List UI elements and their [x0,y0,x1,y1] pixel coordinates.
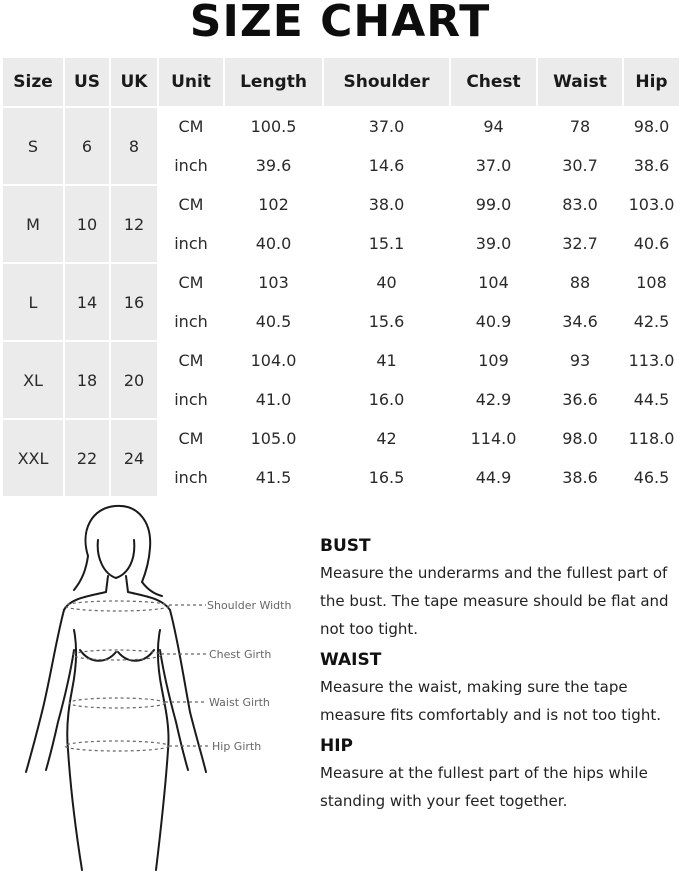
us-size-cell: 14 [64,263,110,341]
shoulder-cell: 40 [323,263,450,302]
bust-instructions: Measure the underarms and the fullest part of the bust. The tape measure should be flat and not too tight. [320,564,669,638]
unit-cell: CM [158,185,224,224]
waist-heading: WAIST [320,650,382,670]
chest-cell: 94 [450,107,537,146]
header-us: US [64,57,110,107]
header-size: Size [2,57,64,107]
waist-cell: 83.0 [537,185,623,224]
waist-cell: 32.7 [537,224,623,263]
shoulder-cell: 42 [323,419,450,458]
chest-cell: 39.0 [450,224,537,263]
length-cell: 40.5 [224,302,323,341]
chest-cell: 104 [450,263,537,302]
unit-cell: CM [158,341,224,380]
waist-cell: 38.6 [537,458,623,497]
shoulder-width-label: Shoulder Width [207,599,292,612]
size-chart-table [1,56,680,498]
hip-instructions: Measure at the fullest part of the hips while standing with your feet together. [320,764,648,810]
body-silhouette-illustration [20,500,320,873]
unit-cell: inch [158,380,224,419]
uk-size-cell: 16 [110,263,158,341]
table-header-row [2,57,680,107]
header-shoulder: Shoulder [323,57,450,107]
length-cell: 100.5 [224,107,323,146]
hip-cell: 98.0 [623,107,680,146]
shoulder-cell: 14.6 [323,146,450,185]
shoulder-cell: 15.6 [323,302,450,341]
unit-cell: inch [158,224,224,263]
unit-cell: CM [158,107,224,146]
us-size-cell: 6 [64,107,110,185]
waist-cell: 36.6 [537,380,623,419]
chest-cell: 114.0 [450,419,537,458]
length-cell: 39.6 [224,146,323,185]
hip-cell: 103.0 [623,185,680,224]
table-row [2,263,680,302]
size-cell: L [2,263,64,341]
unit-cell: inch [158,302,224,341]
size-cell: XXL [2,419,64,497]
waist-cell: 98.0 [537,419,623,458]
uk-size-cell: 24 [110,419,158,497]
chest-cell: 37.0 [450,146,537,185]
unit-cell: CM [158,419,224,458]
table-row [2,185,680,224]
hip-cell: 40.6 [623,224,680,263]
us-size-cell: 18 [64,341,110,419]
waist-girth-label: Waist Girth [209,696,270,709]
length-cell: 105.0 [224,419,323,458]
unit-cell: inch [158,458,224,497]
hip-cell: 44.5 [623,380,680,419]
hip-cell: 42.5 [623,302,680,341]
table-row [2,107,680,146]
header-waist: Waist [537,57,623,107]
waist-cell: 30.7 [537,146,623,185]
size-cell: XL [2,341,64,419]
us-size-cell: 22 [64,419,110,497]
waist-cell: 78 [537,107,623,146]
us-size-cell: 10 [64,185,110,263]
measurement-guide [320,533,670,819]
chest-girth-label: Chest Girth [209,648,272,661]
uk-size-cell: 12 [110,185,158,263]
chest-cell: 109 [450,341,537,380]
shoulder-cell: 37.0 [323,107,450,146]
waist-cell: 34.6 [537,302,623,341]
hip-cell: 118.0 [623,419,680,458]
length-cell: 104.0 [224,341,323,380]
unit-cell: inch [158,146,224,185]
shoulder-cell: 15.1 [323,224,450,263]
waist-instructions: Measure the waist, making sure the tape measure fits comfortably and is not too tight. [320,678,661,724]
header-chest: Chest [450,57,537,107]
uk-size-cell: 8 [110,107,158,185]
chest-cell: 44.9 [450,458,537,497]
length-cell: 40.0 [224,224,323,263]
shoulder-cell: 41 [323,341,450,380]
waist-cell: 93 [537,341,623,380]
length-cell: 103 [224,263,323,302]
hip-cell: 46.5 [623,458,680,497]
length-cell: 102 [224,185,323,224]
uk-size-cell: 20 [110,341,158,419]
hip-cell: 38.6 [623,146,680,185]
hip-cell: 113.0 [623,341,680,380]
shoulder-cell: 38.0 [323,185,450,224]
length-cell: 41.5 [224,458,323,497]
hip-heading: HIP [320,736,354,756]
waist-cell: 88 [537,263,623,302]
header-hip: Hip [623,57,680,107]
page-title: SIZE CHART [189,0,491,47]
size-cell: S [2,107,64,185]
chest-cell: 99.0 [450,185,537,224]
table-row [2,341,680,380]
hip-girth-label: Hip Girth [212,740,262,753]
chest-cell: 40.9 [450,302,537,341]
hip-cell: 108 [623,263,680,302]
length-cell: 41.0 [224,380,323,419]
unit-cell: CM [158,263,224,302]
header-uk: UK [110,57,158,107]
shoulder-cell: 16.5 [323,458,450,497]
header-unit: Unit [158,57,224,107]
shoulder-cell: 16.0 [323,380,450,419]
size-cell: M [2,185,64,263]
header-length: Length [224,57,323,107]
chest-cell: 42.9 [450,380,537,419]
bust-heading: BUST [320,536,371,556]
table-row [2,419,680,458]
body-measurement-figure [20,500,320,873]
